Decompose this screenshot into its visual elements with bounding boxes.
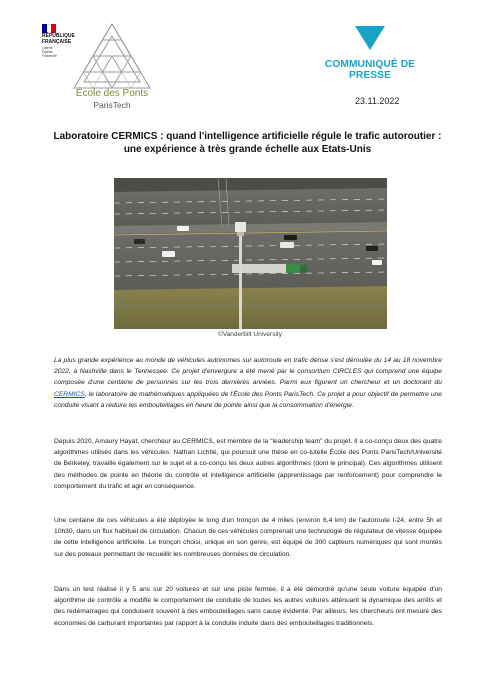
press-release-title: COMMUNIQUÉ DE PRESSE bbox=[324, 59, 416, 81]
flag-red-stripe bbox=[51, 24, 56, 33]
body-paragraph-2: Une centaine de ces véhicules a été déployée le long d'un tronçon de 4 miles (environ 6,4 km) de l'autoroute I-24, entre 5h et 10h30, dans un flux habituel de circulation. Chacun de ces véhicules comprenait une technologie de régulateur de vitesse équipée de cette intelligence artificielle. Le tronçon choisi, unique en son genre, est équipé de 300 capteurs numériques qui sont montés sur des poteaux permettant de recueillir les nombreuses données de circulation. bbox=[54, 517, 442, 558]
school-logo bbox=[72, 22, 152, 90]
republic-name-line1: RÉPUBLIQUE bbox=[42, 33, 75, 39]
republic-name-line2: FRANÇAISE bbox=[42, 38, 72, 45]
republic-motto bbox=[42, 46, 57, 58]
motto-line3: Fraternité bbox=[42, 54, 57, 58]
press-triangle-icon bbox=[355, 26, 385, 50]
intro-text-after-link: , le laboratoire de mathématiques appliquées de l'École des Ponts ParisTech. Ce projet a pour objectif de permettre une conduite visant à réduire les embouteillages en heure de pointe ainsi que la consommation d'énergie. bbox=[54, 390, 442, 409]
motto-line1: Liberté bbox=[42, 46, 53, 50]
republic-flag bbox=[42, 24, 56, 33]
article-title bbox=[40, 130, 455, 156]
article-title-line1: Laboratoire CERMICS : quand l'intelligence artificielle régule le trafic autoroutier : bbox=[53, 131, 442, 142]
body-paragraph-1: Depuis 2020, Amaury Hayat, chercheur au CERMICS, est membre de la "leadership team" du projet. Il a co-conçu deux des quatre algorithmes utilisés dans les véhicules. Nathan Lichtlé, qui poursuit une thèse en co-tutelle École des Ponts ParisTech/Université de Berkeley, travaille également sur le sujet et a co-conçu les deux autres algorithmes (dont le principal). Ces algorithmes utilisent des méthodes de pointe en théorie du contrôle et intelligence artificielle (apprentissage par renforcement) pour comprendre le comportement du trafic et agir en conséquence. bbox=[54, 438, 442, 490]
school-subtitle: ParisTech bbox=[93, 100, 131, 110]
highway-aerial-photo bbox=[114, 178, 387, 329]
body-paragraph-3: Dans un test réalisé il y 5 ans sur 20 voitures et sur une piste fermée, il a été démontré qu'une seule voiture équipée d'un algorithme de contrôle a modifié le comportement de conduite de toutes les autres voitures atténuant la dynamique des arrêts et des redémarrages qui conduisent souvent à des embouteillages sans cause évidente. Par ailleurs, les chercheurs ont mesuré des économies de carburant importantes par rapport à la conduite induite dans des embouteillages traditionnels. bbox=[54, 586, 442, 627]
intro-paragraph bbox=[54, 355, 442, 411]
motto-line2: Égalité bbox=[42, 50, 53, 54]
school-name: École des Ponts bbox=[75, 88, 149, 99]
article-title-line2: une expérience à très grande échelle aux Etats-Unis bbox=[123, 144, 372, 155]
photo-credit: ©Vanderbilt University bbox=[218, 331, 282, 338]
release-date: 23.11.2022 bbox=[355, 96, 400, 106]
intro-text-before-link: La plus grande expérience au monde de véhicules autonomes sur autoroute en trafic dense s'est déroulée du 14 au 18 novembre 2022, à Nashville dans le Tennessee. Ce projet d'envergure a été mené par le consortium CIRCLES qui comprend une équipe composée d'une centaine de personnes sur les trois dernières années. Parmi eux figurent un chercheur et un doctorant du bbox=[54, 357, 442, 387]
cermics-link[interactable]: CERMICS bbox=[54, 390, 85, 398]
republic-name bbox=[42, 34, 75, 45]
